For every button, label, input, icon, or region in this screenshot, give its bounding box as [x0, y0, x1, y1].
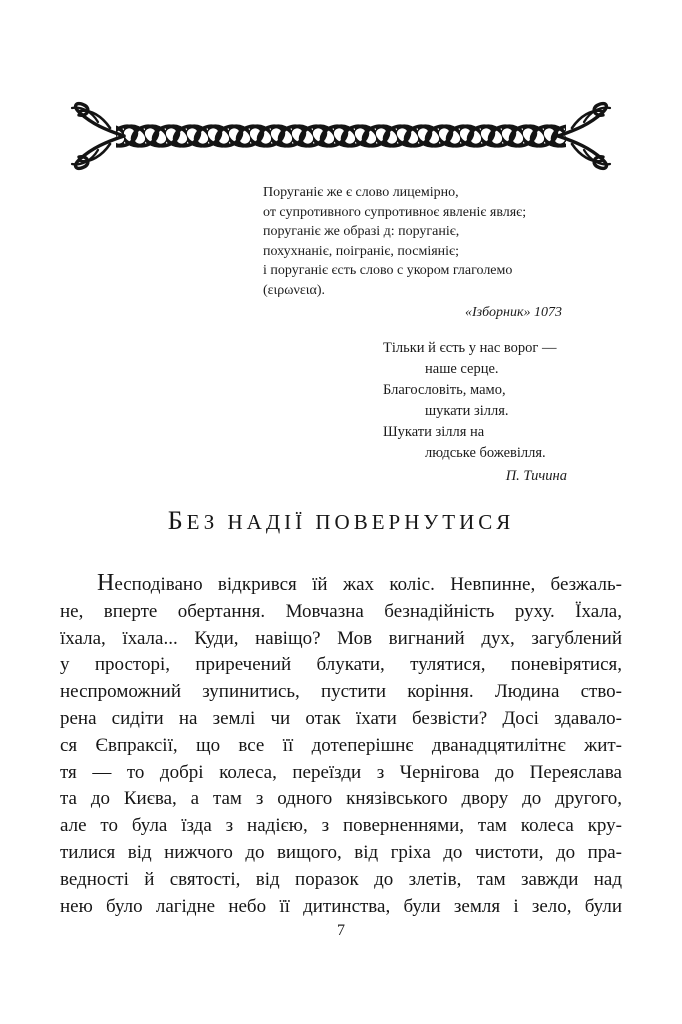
- epigraph-line: шукати зілля.: [425, 403, 509, 419]
- epigraph-tychyna: [383, 338, 567, 487]
- body-line: але то була їзда з надією, з поверненнями, там колеса кру-: [60, 815, 622, 837]
- body-line: [60, 571, 622, 599]
- body-paragraph: [60, 571, 622, 920]
- epigraph-line: Благословіть, мамо,: [383, 382, 506, 398]
- body-line: ся Євпраксії, що все її дотеперішнє дванадцятилітнє жит-: [60, 734, 622, 756]
- epigraph-line: похухнаніє, поіграніє, посміяніє;: [263, 243, 459, 259]
- body-line: неспроможний зупинитись, пустити коріння. Людина ство-: [60, 681, 622, 703]
- chapter-title-initial: Б: [167, 506, 187, 535]
- epigraph-attribution: «Ізборник» 1073: [465, 305, 562, 320]
- epigraph-line: і поруганіє єсть слово с укором глаголемо: [263, 263, 513, 278]
- epigraph-line: Тільки й єсть у нас ворог —: [383, 340, 557, 356]
- epigraph-line: наше серце.: [425, 361, 499, 377]
- body-line: нею було лагідне небо її дитинства, були земля і зело, були: [60, 895, 622, 917]
- epigraph-line: поруганіє же образі д: поруганіє,: [263, 224, 460, 239]
- epigraph-line: людське божевілля.: [425, 445, 546, 461]
- header-ornament: [58, 100, 624, 172]
- body-line: та до Києва, а там з одного князівського двору до другого,: [60, 788, 622, 810]
- page-number: 7: [337, 922, 345, 939]
- body-line: рена сидіти на землі чи отак їхати безвісти? Досі здавало-: [60, 707, 622, 729]
- body-line-text: есподівано відкрився їй жах коліс. Невпинне, безжаль-: [114, 574, 622, 595]
- epigraph-izbornik: [263, 183, 562, 323]
- chapter-title: [0, 506, 682, 536]
- body-line: ведності й святості, від поразок до злетів, там завжди над: [60, 868, 622, 890]
- paragraph-initial: Н: [97, 570, 115, 596]
- epigraph-line: Поруганіє же є слово лицемірно,: [263, 185, 459, 200]
- body-line: тилися від нижчого до вищого, від гріха до чистоти, до пра-: [60, 841, 622, 863]
- epigraph-line: (ειρωνεια).: [263, 282, 325, 298]
- chapter-title-text: ЕЗ НАДІЇ ПОВЕРНУТИСЯ: [186, 510, 515, 534]
- body-line: тя — то добрі колеса, переїзди з Чернігова до Переяслава: [60, 761, 622, 783]
- braid-ornament-icon: [58, 100, 624, 172]
- epigraph-line: от супротивного супротивноє явленіє являє;: [263, 204, 527, 220]
- epigraph-line: Шукати зілля на: [383, 424, 485, 440]
- body-line: у просторі, приречений блукати, тулятися, поневірятися,: [60, 654, 622, 676]
- body-line: не, вперте обертання. Мовчазна безнадійність руху. Їхала,: [60, 600, 622, 622]
- epigraph-attribution: П. Тичина: [505, 468, 567, 484]
- body-line: їхала, їхала... Куди, навіщо? Мов вигнаний дух, загублений: [60, 627, 622, 649]
